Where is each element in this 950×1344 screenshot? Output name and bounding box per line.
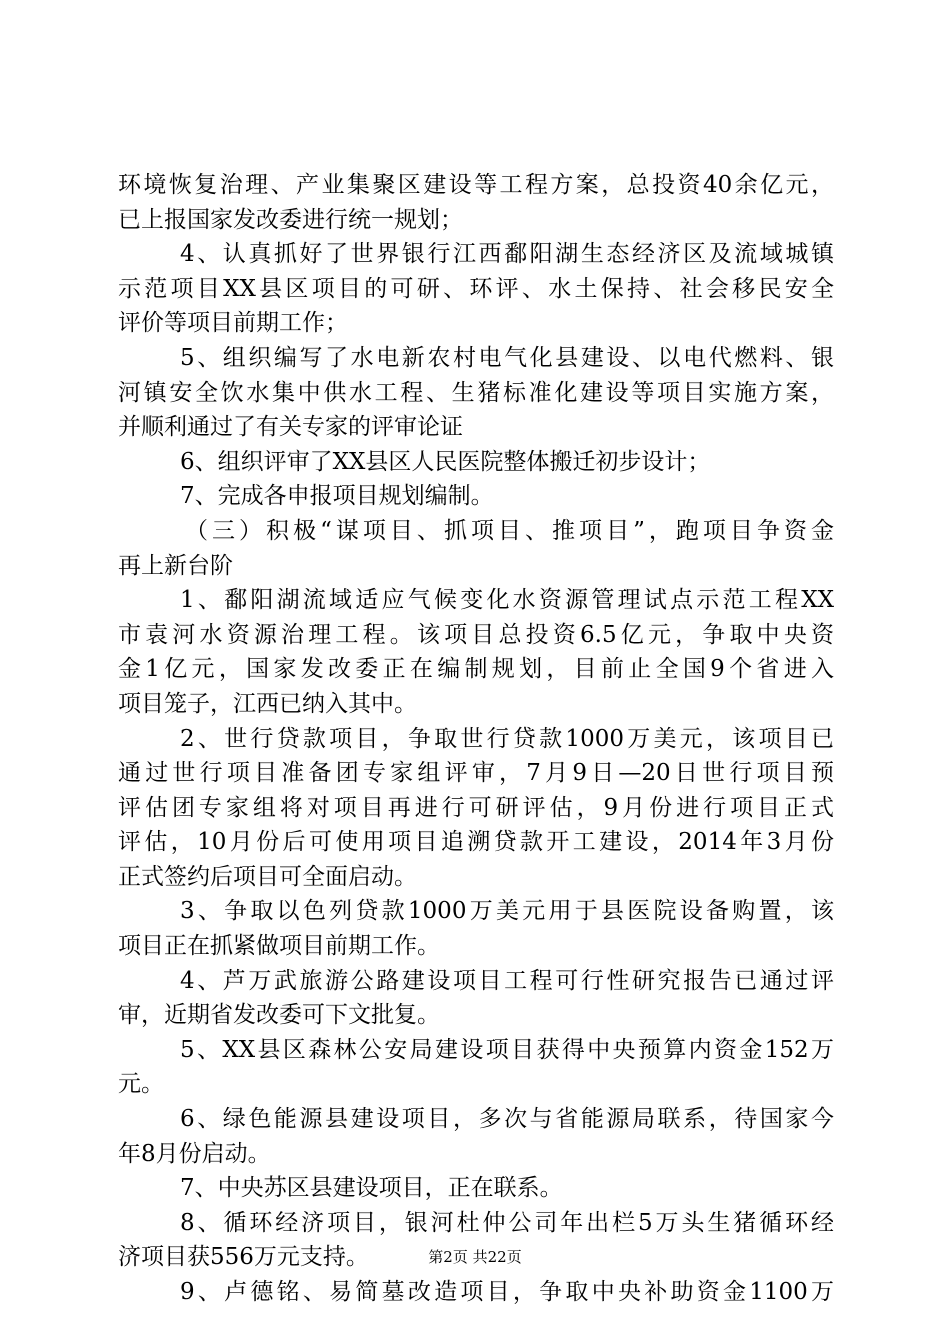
text-line: 5、组织编写了水电新农村电气化县建设、以电代燃料、银 <box>180 344 834 371</box>
text-line: 已上报国家发改委进行统一规划； <box>118 206 463 233</box>
document-body <box>118 168 834 1310</box>
text-line: 4、芦万武旅游公路建设项目工程可行性研究报告已通过评 <box>180 967 834 994</box>
text-line: 评估，10月份后可使用项目追溯贷款开工建设，2014年3月份 <box>118 829 834 856</box>
text-line: 3、争取以色列贷款1000万美元用于县医院设备购置，该 <box>180 898 834 925</box>
text-line: 正式签约后项目可全面启动。 <box>118 863 417 890</box>
text-line: 通过世行项目准备团专家组评审，7月9日—20日世行项目预 <box>118 760 834 787</box>
text-line: 7、完成各申报项目规划编制。 <box>180 483 494 510</box>
section-heading: 再上新台阶 <box>118 552 233 579</box>
text-line: 示范项目XX县区项目的可研、环评、水土保持、社会移民安全 <box>118 275 834 302</box>
text-line: 4、认真抓好了世界银行江西鄱阳湖生态经济区及流域城镇 <box>180 241 834 268</box>
section-heading: （三）积极“谋项目、抓项目、推项目”，跑项目争资金 <box>185 517 834 544</box>
text-line: 并顺利通过了有关专家的评审论证 <box>118 414 463 441</box>
text-line: 济项目获556万元支持。 <box>118 1244 369 1271</box>
text-line: 项目正在抓紧做项目前期工作。 <box>118 933 440 960</box>
text-line: 6、组织评审了XX县区人民医院整体搬迁初步设计； <box>180 448 711 475</box>
text-line: 年8月份启动。 <box>118 1140 271 1167</box>
text-line: 金1亿元，国家发改委正在编制规划，目前止全国9个省进入 <box>118 656 834 683</box>
text-line: 审，近期省发改委可下文批复。 <box>118 1002 440 1029</box>
text-line: 河镇安全饮水集中供水工程、生猪标准化建设等项目实施方案， <box>118 379 834 406</box>
text-line: 5、XX县区森林公安局建设项目获得中央预算内资金152万 <box>180 1036 834 1063</box>
text-line: 项目笼子，江西已纳入其中。 <box>118 690 417 717</box>
text-line: 市袁河水资源治理工程。该项目总投资6.5亿元，争取中央资 <box>118 621 834 648</box>
text-line: 评价等项目前期工作； <box>118 310 348 337</box>
text-line: 2、世行贷款项目，争取世行贷款1000万美元，该项目已 <box>180 725 834 752</box>
text-line: 1、鄱阳湖流域适应气候变化水资源管理试点示范工程XX <box>180 587 834 614</box>
text-line: 元。 <box>118 1071 164 1098</box>
text-line: 评估团专家组将对项目再进行可研评估，9月份进行项目正式 <box>118 794 834 821</box>
page-number-footer: 第2页 共22页 <box>428 1248 522 1266</box>
text-line: 8、循环经济项目，银河杜仲公司年出栏5万头生猪循环经 <box>180 1209 834 1236</box>
text-line: 环境恢复治理、产业集聚区建设等工程方案，总投资40余亿元， <box>118 172 834 198</box>
text-line: 9、卢德铭、易简墓改造项目，争取中央补助资金1100万 <box>180 1279 834 1305</box>
text-line: 7、中央苏区县建设项目，正在联系。 <box>180 1175 563 1202</box>
text-line: 6、绿色能源县建设项目，多次与省能源局联系，待国家今 <box>180 1106 834 1133</box>
